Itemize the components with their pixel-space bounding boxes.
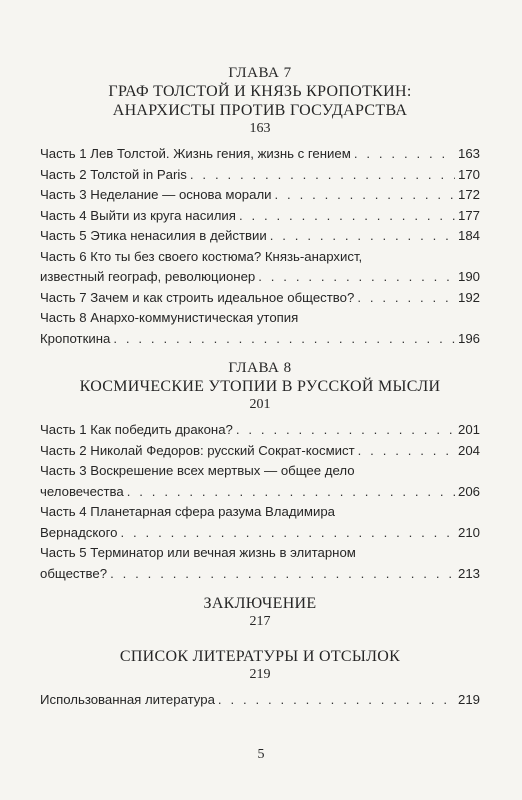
toc-entry[interactable] <box>40 247 480 288</box>
toc-entry[interactable] <box>40 165 480 186</box>
dot-leader <box>190 165 455 186</box>
toc-entry-page: 177 <box>457 207 480 223</box>
toc-entry-page: 210 <box>457 524 480 540</box>
toc-entry-first-line: Часть 3 Воскрешение всех мертвых — общее дело <box>40 463 355 478</box>
conclusion-page: 217 <box>249 614 271 629</box>
references-title: СПИСОК ЛИТЕРАТУРЫ И ОТСЫЛОК <box>119 648 401 665</box>
dot-leader <box>110 564 455 585</box>
toc-entry-text: известный географ, революционер <box>40 269 256 284</box>
toc-entry-first-line: Часть 6 Кто ты без своего костюма? Князь-анархист, <box>40 248 363 264</box>
chapter-7-title-line2: АНАРХИСТЫ ПРОТИВ ГОСУДАРСТВА <box>112 102 408 119</box>
toc-entry-page: 201 <box>457 422 480 437</box>
toc-entry-first-line: Часть 5 Терминатор или вечная жизнь в элитарном <box>40 545 356 560</box>
toc-entry-page: 196 <box>457 330 480 346</box>
dot-leader <box>127 482 455 503</box>
toc-entry[interactable] <box>40 288 480 309</box>
toc-entry[interactable] <box>40 543 480 584</box>
toc-entry[interactable] <box>40 226 480 247</box>
toc-entry-text: Часть 3 Неделание — основа морали <box>40 187 272 202</box>
toc-entry-text: Часть 2 Николай Федоров: русский Сократ-космист <box>40 442 355 458</box>
references-page: 219 <box>249 667 271 682</box>
toc-entry-first-line: Часть 8 Анархо-коммунистическая утопия <box>40 310 299 325</box>
table-of-contents <box>40 64 480 711</box>
dot-leader <box>358 441 455 462</box>
toc-entry-text: Часть 1 Как победить дракона? <box>40 422 233 437</box>
chapter-7-label: ГЛАВА 7 <box>228 65 292 81</box>
references-block <box>40 647 480 711</box>
toc-entry-page: 184 <box>457 228 480 243</box>
toc-entry-text: Часть 7 Зачем и как строить идеальное общество? <box>40 289 355 305</box>
chapter-7-title-line1: ГРАФ ТОЛСТОЙ И КНЯЗЬ КРОПОТКИН: <box>108 83 412 100</box>
dot-leader <box>218 690 455 711</box>
toc-entry[interactable] <box>40 441 480 462</box>
toc-entry-text: Часть 1 Лев Толстой. Жизнь гения, жизнь с гением <box>40 146 351 161</box>
chapter-8-label: ГЛАВА 8 <box>228 360 292 376</box>
toc-entry-text: Часть 2 Толстой in Paris <box>40 166 187 182</box>
toc-entry[interactable] <box>40 502 480 543</box>
toc-entry-page: 172 <box>457 187 480 202</box>
toc-entry-page: 192 <box>457 289 480 305</box>
toc-entry-text: обществе? <box>40 565 108 581</box>
toc-entry-page: 170 <box>457 166 480 182</box>
toc-entry[interactable] <box>40 206 480 227</box>
dot-leader <box>354 144 455 165</box>
toc-entry[interactable] <box>40 690 480 711</box>
toc-entry-page: 206 <box>457 483 480 499</box>
toc-entry[interactable] <box>40 185 480 206</box>
chapter-8-page: 201 <box>249 397 271 412</box>
dot-leader <box>275 185 455 206</box>
dot-leader <box>258 267 455 288</box>
toc-entry-text: Вернадского <box>40 524 118 540</box>
toc-entry-page: 213 <box>457 565 480 581</box>
toc-entry-text: Часть 5 Этика ненасилия в действии <box>40 228 267 243</box>
toc-entry-text: человечества <box>40 483 124 499</box>
toc-entry-text: Кропоткина <box>40 330 111 346</box>
chapter-8-block <box>40 359 480 584</box>
conclusion-block[interactable] <box>40 594 480 631</box>
toc-entry[interactable] <box>40 420 480 441</box>
dot-leader <box>357 288 455 309</box>
dot-leader <box>236 420 455 441</box>
dot-leader <box>239 206 455 227</box>
toc-entry[interactable] <box>40 144 480 165</box>
toc-entry-page: 219 <box>457 692 480 707</box>
conclusion-title: ЗАКЛЮЧЕНИЕ <box>203 595 317 612</box>
chapter-7-page: 163 <box>249 121 271 136</box>
toc-entry-page: 190 <box>457 269 480 284</box>
toc-entry-page: 163 <box>457 146 480 161</box>
toc-entry-text: Часть 4 Выйти из круга насилия <box>40 207 236 223</box>
toc-entry[interactable] <box>40 461 480 502</box>
toc-entry[interactable] <box>40 308 480 349</box>
dot-leader <box>270 226 455 247</box>
dot-leader <box>113 329 455 350</box>
toc-entry-first-line: Часть 4 Планетарная сфера разума Владимира <box>40 504 335 519</box>
dot-leader <box>120 523 455 544</box>
chapter-8-title: КОСМИЧЕСКИЕ УТОПИИ В РУССКОЙ МЫСЛИ <box>79 378 441 395</box>
toc-entry-page: 204 <box>457 442 480 458</box>
chapter-7-block <box>40 64 480 349</box>
toc-entry-text: Использованная литература <box>40 692 215 707</box>
page-number: 5 <box>257 747 265 762</box>
